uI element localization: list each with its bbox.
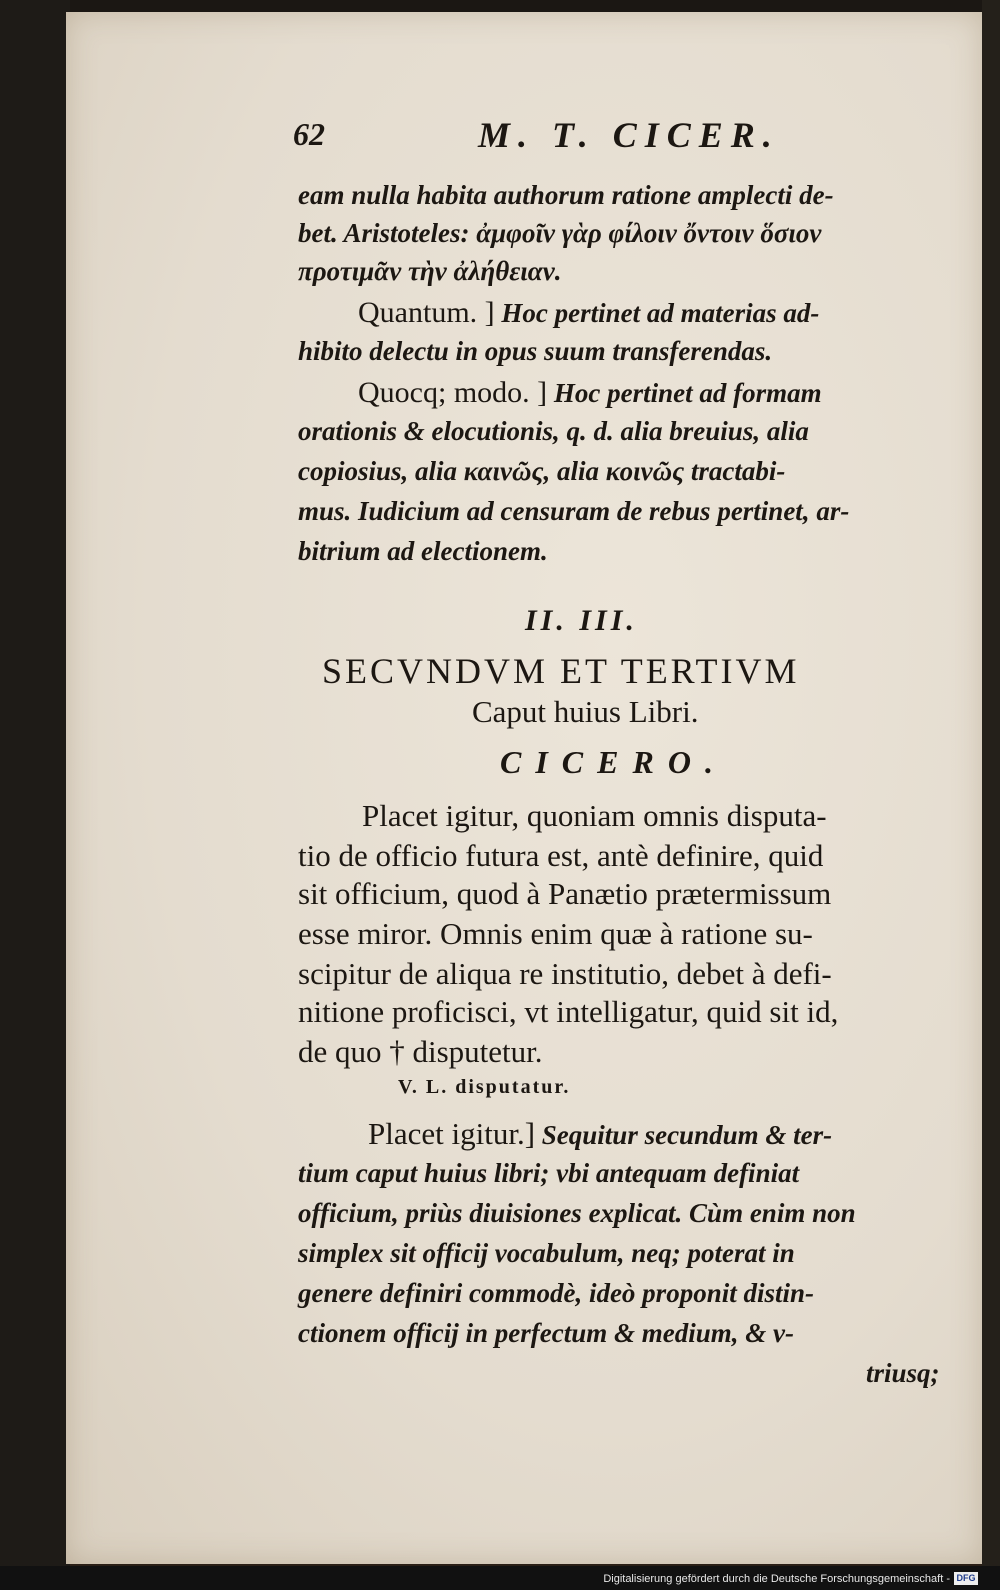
commentary-line: genere definiri commodè, ideò proponit distin- <box>298 1278 814 1308</box>
section-title: SECVNDVM ET TERTIVM <box>322 651 800 691</box>
commentary-line: mus. Iudicium ad censuram de rebus pertinet, ar- <box>298 496 850 526</box>
commentary-line: ctionem officij in perfectum & medium, & v- <box>298 1318 794 1348</box>
footer-credit: Digitalisierung gefördert durch die Deutsche Forschungsgemeinschaft - <box>603 1573 950 1585</box>
commentary-line: officium, priùs diuisiones explicat. Cùm enim non <box>298 1198 856 1228</box>
commentary-line: eam nulla habita authorum ratione amplecti de- <box>298 180 834 210</box>
commentary-line: Sequitur secundum & ter- <box>541 1120 833 1150</box>
commentary-line: hibito delectu in opus suum transferendas. <box>298 336 773 366</box>
section-subtitle: Caput huius Libri. <box>472 694 699 729</box>
quoque-paragraph <box>358 376 822 410</box>
placet-lemma: Placet igitur.] <box>368 1116 536 1151</box>
commentary-line: simplex sit officij vocabulum, neq; poterat in <box>298 1238 795 1268</box>
dfg-logo: DFG <box>954 1572 978 1585</box>
commentary-line: Hoc pertinet ad formam <box>553 378 822 408</box>
scan-background-right <box>982 0 1000 1570</box>
commentary-line: Hoc pertinet ad materias ad- <box>501 298 820 328</box>
text-line: sit officium, quod à Panætio prætermissum <box>298 876 832 911</box>
commentary-line: προτιμᾶν τὴν ἀλήθειαν. <box>298 256 562 286</box>
text-line: Placet igitur, quoniam omnis disputa- <box>362 798 827 833</box>
section-numerals: II. III. <box>525 604 638 637</box>
text-line: nitione proficisci, vt intelligatur, quid sit id, <box>298 994 839 1029</box>
text-line: scipitur de aliqua re institutio, debet à defi- <box>298 956 832 991</box>
text-line: esse miror. Omnis enim quæ à ratione su- <box>298 916 813 951</box>
scan-background-left <box>0 0 70 1570</box>
page-number: 62 <box>293 116 325 152</box>
commentary-line: bet. Aristoteles: ἀμφοῖν γὰρ φίλοιν ὄντοιν ὅσιον <box>298 218 822 248</box>
commentary-line: tium caput huius libri; vbi antequam definiat <box>298 1158 800 1188</box>
quoque-lemma: Quocq; modo. ] <box>358 376 548 409</box>
text-line: de quo † disputetur. <box>298 1034 543 1069</box>
section-author: CICERO. <box>500 744 727 780</box>
catchword: triusq; <box>866 1358 940 1388</box>
quantum-paragraph <box>358 296 819 330</box>
commentary-line: bitrium ad electionem. <box>298 536 548 566</box>
variant-reading: V. L. disputatur. <box>398 1076 571 1098</box>
commentary-line: copiosius, alia καινῶς, alia κοινῶς tractabi- <box>298 456 786 486</box>
commentary-line: orationis & elocutionis, q. d. alia breuius, alia <box>298 416 809 446</box>
quantum-lemma: Quantum. ] <box>358 296 495 329</box>
text-line: tio de officio futura est, antè definire, quid <box>298 838 824 873</box>
running-title: M. T. CICER. <box>478 115 780 155</box>
placet-paragraph <box>368 1116 832 1152</box>
